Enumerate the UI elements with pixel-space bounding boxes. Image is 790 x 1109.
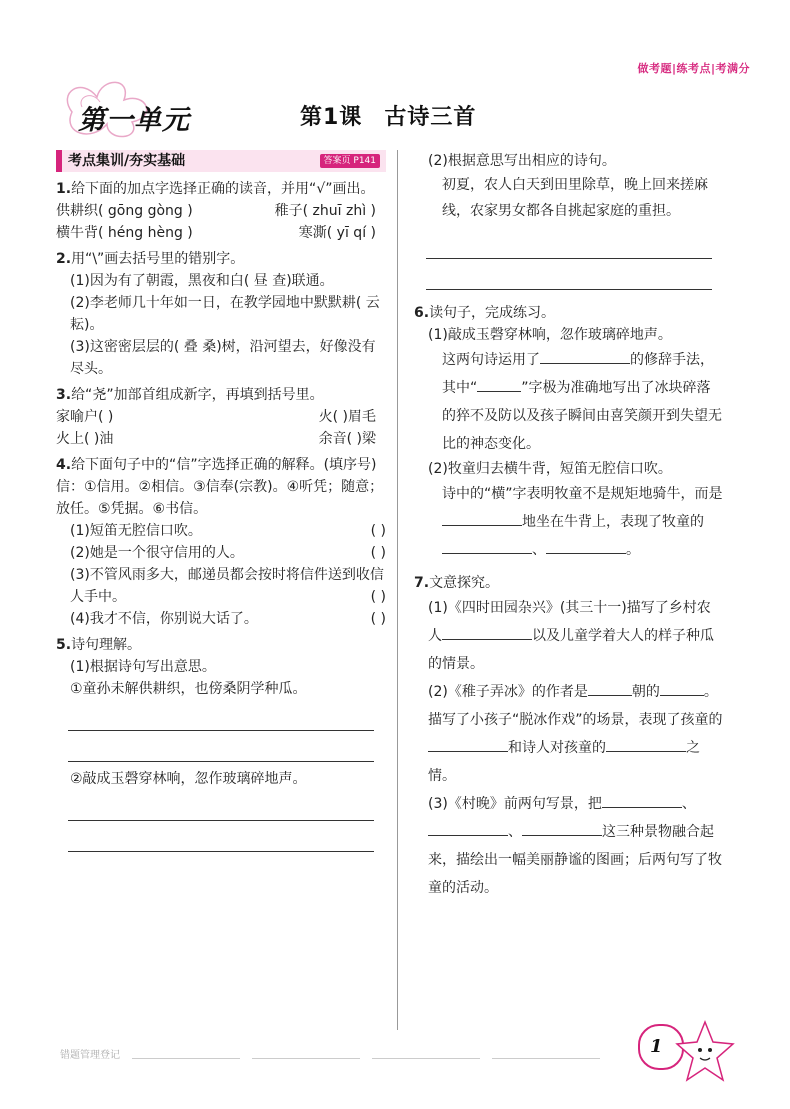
question-1 xyxy=(56,178,386,244)
q3-idiom[interactable]: 火( )眉毛 xyxy=(318,409,376,425)
question-5 xyxy=(56,634,386,852)
q7-text: 文意探究。 xyxy=(429,575,500,591)
right-column xyxy=(414,150,724,902)
q6-number: 6. xyxy=(414,305,430,321)
q2-item: (3)这密密层层的( 叠 桑)树，沿河望去，好像没有尽头。 xyxy=(70,339,376,377)
answer-paren[interactable]: ( ) xyxy=(370,589,386,605)
q6-text-part: 这两句诗运用了 xyxy=(442,352,540,368)
q6-text-part: ”字极为准确地写出了冰块碎落的猝不及防以及孩子瞬间由喜笑颜开到失望无比的神态变化。 xyxy=(442,380,722,452)
q4-item-text: (1)短笛无腔信口吹。 xyxy=(70,523,202,539)
q7-text-part: 和诗人对孩童的 xyxy=(508,740,606,756)
q7-text-part: (2)《稚子弄冰》的作者是 xyxy=(428,684,588,700)
q5-poem-a: ①童孙未解供耕织，也傍桑阴学种瓜。 xyxy=(70,681,307,697)
q4-item-text: (2)她是一个很守信用的人。 xyxy=(70,545,244,561)
q1-row-2 xyxy=(56,222,386,244)
q1-row-1 xyxy=(56,200,386,222)
fill-blank[interactable] xyxy=(606,737,686,752)
q7-text-part: (1)《四时田园杂兴》(其三十一)描写了乡村农人 xyxy=(428,600,711,644)
q4-item xyxy=(56,520,386,542)
left-column xyxy=(56,150,386,852)
question-5-part-2 xyxy=(414,150,724,290)
answer-line[interactable] xyxy=(68,704,374,731)
answer-line[interactable] xyxy=(426,232,712,259)
q3-row-1 xyxy=(56,406,386,428)
header-tagline: 做考题|练考点|考满分 xyxy=(637,62,750,75)
q3-idiom[interactable]: 家喻户( ) xyxy=(56,409,114,425)
answer-line[interactable] xyxy=(68,794,374,821)
fill-blank[interactable] xyxy=(442,539,532,554)
fill-blank[interactable] xyxy=(428,821,508,836)
q7-part-2 xyxy=(414,678,724,790)
q6-text: 读句子，完成练习。 xyxy=(429,305,556,321)
footer-label: 错题管理登记 xyxy=(60,1050,120,1061)
fill-blank[interactable] xyxy=(540,349,630,364)
page-number: 1 xyxy=(650,1036,663,1057)
q3-row-2 xyxy=(56,428,386,450)
q1-item: 稚子( zhuī zhì ) xyxy=(274,203,376,219)
q6-text-part: 地坐在牛背上，表现了牧童的 xyxy=(522,514,704,530)
q4-item xyxy=(56,564,386,608)
q1-item: 供耕织( gōng gòng ) xyxy=(56,203,193,219)
question-2 xyxy=(56,248,386,380)
q6-sentence-2: (2)牧童归去横牛背，短笛无腔信口吹。 xyxy=(428,461,672,477)
fill-blank[interactable] xyxy=(442,511,522,526)
answer-line[interactable] xyxy=(426,263,712,290)
q5-sub2: (2)根据意思写出相应的诗句。 xyxy=(428,153,616,169)
q7-text-part: 、 xyxy=(508,824,522,840)
q6-sentence-1: (1)敲成玉磬穿林响，忽作玻璃碎地声。 xyxy=(428,327,672,343)
fill-blank[interactable] xyxy=(660,681,704,696)
q7-part-1 xyxy=(414,594,724,678)
q6-sub1-paragraph xyxy=(414,346,724,458)
footer-line[interactable] xyxy=(252,1048,360,1059)
fill-blank[interactable] xyxy=(477,377,521,392)
q7-text-part: 朝的 xyxy=(631,684,660,700)
answer-line[interactable] xyxy=(68,825,374,852)
q5-sub1: (1)根据诗句写出意思。 xyxy=(70,659,216,675)
q4-item-text: (3)不管风雨多大，邮递员都会按时将信件送到收信人手中。 xyxy=(70,567,384,605)
q4-item xyxy=(56,608,386,630)
footer xyxy=(60,1046,600,1061)
question-7 xyxy=(414,572,724,902)
q2-number: 2. xyxy=(56,251,72,267)
q4-text: 给下面句子中的“信”字选择正确的解释。(填序号) xyxy=(71,457,377,473)
q7-text-part: (3)《村晚》前两句写景，把 xyxy=(428,796,602,812)
q6-text-part: 诗中的“横”字表明牧童不是规矩地骑牛，而是 xyxy=(442,486,723,502)
answer-paren[interactable]: ( ) xyxy=(370,523,386,539)
unit-title: 第一单元 xyxy=(78,105,190,136)
q6-text-part: 、 xyxy=(532,542,546,558)
q7-part-3 xyxy=(414,790,724,902)
q1-item: 寒澌( yī qí ) xyxy=(298,225,376,241)
lesson-title xyxy=(300,100,476,131)
q1-text: 给下面的加点字选择正确的读音，并用“√”画出。 xyxy=(71,181,375,197)
q5-sub2-paragraph: 初夏，农人白天到田里除草，晚上回来搓麻线，农家男女都各自挑起家庭的重担。 xyxy=(442,177,708,219)
question-3 xyxy=(56,384,386,450)
q3-number: 3. xyxy=(56,387,72,403)
q5-poem-b: ②敲成玉磬穿林响，忽作玻璃碎地声。 xyxy=(70,771,307,787)
fill-blank[interactable] xyxy=(428,737,508,752)
lesson-number: 第1课 xyxy=(300,105,363,130)
q5-number: 5. xyxy=(56,637,72,653)
q7-text-part: 。描写了小孩子“脱冰作戏”的场景，表现了孩童的 xyxy=(428,684,723,728)
q1-number: 1. xyxy=(56,181,72,197)
q4-item xyxy=(56,542,386,564)
fill-blank[interactable] xyxy=(442,625,532,640)
q6-text-part: 的修辞手法，其中“ xyxy=(442,352,714,396)
fill-blank[interactable] xyxy=(546,539,626,554)
q3-idiom[interactable]: 余音( )梁 xyxy=(318,431,376,447)
q2-item: (2)李老师几十年如一日，在教学园地中默默耕( 云 耘)。 xyxy=(70,295,380,333)
answer-paren[interactable]: ( ) xyxy=(370,545,386,561)
star-mascot-icon xyxy=(675,1018,735,1088)
q3-text: 给“尧”加部首组成新字，再填到括号里。 xyxy=(71,387,324,403)
q3-idiom[interactable]: 火上( )油 xyxy=(56,431,114,447)
footer-line[interactable] xyxy=(372,1048,480,1059)
answer-page-ref: 答案页 P141 xyxy=(320,154,380,168)
q4-number: 4. xyxy=(56,457,72,473)
q1-item: 横牛背( héng hèng ) xyxy=(56,225,193,241)
section-banner xyxy=(56,150,386,172)
q7-text-part: 以及儿童学着大人的样子种瓜的情景。 xyxy=(428,628,714,672)
q4-item-text: (4)我才不信，你别说大话了。 xyxy=(70,611,258,627)
q7-text-part: 之情。 xyxy=(428,740,700,784)
q4-definitions: 信：①信用。②相信。③信奉(宗教)。④听凭；随意；放任。⑤凭据。⑥书信。 xyxy=(56,479,384,517)
answer-paren[interactable]: ( ) xyxy=(370,611,386,627)
answer-line[interactable] xyxy=(68,735,374,762)
q6-sub2-paragraph xyxy=(414,480,724,564)
q2-item: (1)因为有了朝霞，黑夜和白( 昼 查)联通。 xyxy=(70,273,334,289)
q5-text: 诗句理解。 xyxy=(71,637,142,653)
section-label: 考点集训/夯实基础 xyxy=(68,153,186,169)
q7-text-part: 这三种景物融合起来，描绘出一幅美丽静谧的图画；后两句写了牧童的活动。 xyxy=(428,824,722,896)
lesson-name: 古诗三首 xyxy=(384,105,477,130)
q6-text-part: 。 xyxy=(626,542,640,558)
q7-number: 7. xyxy=(414,575,430,591)
footer-line[interactable] xyxy=(132,1048,240,1059)
question-6 xyxy=(414,302,724,564)
column-divider xyxy=(397,150,398,1030)
fill-blank[interactable] xyxy=(522,821,602,836)
question-4 xyxy=(56,454,386,630)
q2-text: 用“\”画去括号里的错别字。 xyxy=(71,251,245,267)
footer-line[interactable] xyxy=(492,1048,600,1059)
fill-blank[interactable] xyxy=(588,681,632,696)
banner-mark xyxy=(56,150,62,172)
fill-blank[interactable] xyxy=(602,793,682,808)
q7-text-part: 、 xyxy=(681,796,696,812)
